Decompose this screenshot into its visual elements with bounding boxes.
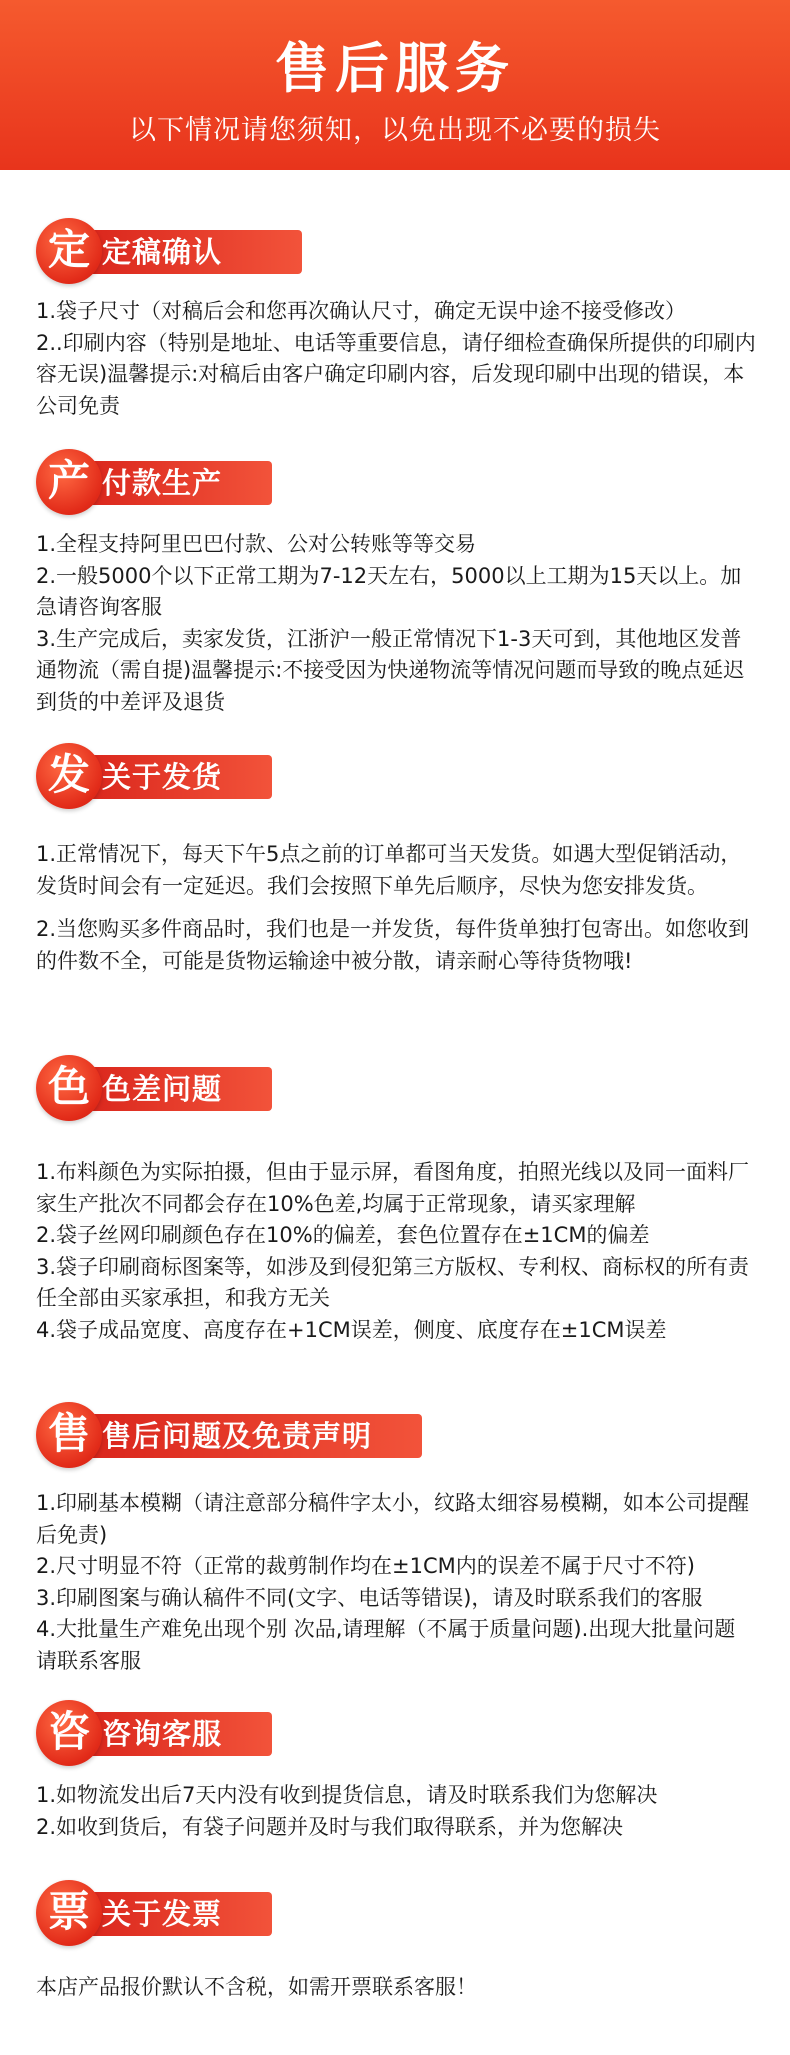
list-item: 1.印刷基本模糊（请注意部分稿件字太小，纹路太细容易模糊，如本公司提醒后免责)	[36, 1491, 750, 1547]
badge-character: 产	[36, 449, 102, 515]
section-label: 定稿确认	[102, 235, 223, 269]
section-body	[36, 296, 756, 422]
list-item: 4.大批量生产难免出现个别 次品,请理解（不属于质量问题).出现大批量问题请联系客服	[36, 1617, 736, 1673]
list-item: 2.尺寸明显不符（正常的裁剪制作均在±1CM内的误差不属于尺寸不符)	[36, 1554, 695, 1578]
section-label-bar	[76, 461, 272, 505]
section-label: 关于发货	[102, 760, 223, 794]
section-body	[36, 1157, 756, 1346]
list-item: 1.如物流发出后7天内没有收到提货信息，请及时联系我们为您解决	[36, 1783, 658, 1807]
badge-character: 色	[36, 1055, 102, 1121]
section-label-bar	[76, 1067, 272, 1111]
list-item: 1.布料颜色为实际拍摄，但由于显示屏，看图角度，拍照光线以及同一面料厂家生产批次不同都会存在10%色差,均属于正常现象，请买家理解	[36, 1160, 750, 1216]
section-label-bar	[76, 755, 272, 799]
section-label-bar	[76, 1712, 272, 1756]
section-label: 色差问题	[102, 1072, 223, 1106]
section-body	[36, 839, 756, 977]
page-title: 售后服务	[275, 37, 515, 100]
list-item: 2.当您购买多件商品时，我们也是一并发货，每件货单独打包寄出。如您收到的件数不全，可能是货物运输途中被分散，请亲耐心等待货物哦!	[36, 917, 750, 973]
badge-character: 票	[36, 1880, 102, 1946]
list-item: 2.如收到货后，有袋子问题并及时与我们取得联系，并为您解决	[36, 1814, 624, 1839]
section-body	[36, 1780, 756, 1843]
section-label: 关于发票	[102, 1897, 223, 1931]
list-item: 4.袋子成品宽度、高度存在+1CM误差，侧度、底度存在±1CM误差	[36, 1317, 667, 1342]
list-item: 3.印刷图案与确认稿件不同(文字、电话等错误)，请及时联系我们的客服	[36, 1585, 703, 1610]
badge-character: 售	[36, 1402, 102, 1468]
section-body	[36, 1488, 756, 1677]
section-body	[36, 1972, 756, 2004]
list-item: 1.袋子尺寸（对稿后会和您再次确认尺寸，确定无误中途不接受修改）	[36, 299, 687, 323]
list-item: 1.正常情况下，每天下午5点之前的订单都可当天发货。如遇大型促销活动，发货时间会有一定延迟。我们会按照下单先后顺序，尽快为您安排发货。	[36, 842, 742, 898]
list-item: 3.生产完成后，卖家发货，江浙沪一般正常情况下1-3天可到，其他地区发普通物流（需自提)温馨提示:不接受因为快递物流等情况问题而导致的晚点延迟到货的中差评及退货	[36, 626, 745, 714]
section-label: 售后问题及免责声明	[102, 1419, 373, 1453]
list-item: 3.袋子印刷商标图案等，如涉及到侵犯第三方版权、专利权、商标权的所有责任全部由买家承担，和我方无关	[36, 1254, 750, 1310]
section-label-bar	[76, 1892, 272, 1936]
section-label-bar	[76, 1414, 422, 1458]
list-item: 1.全程支持阿里巴巴付款、公对公转账等等交易	[36, 532, 477, 556]
list-item: 2.袋子丝网印刷颜色存在10%的偏差，套色位置存在±1CM的偏差	[36, 1223, 650, 1247]
page-header	[0, 0, 790, 170]
section-body	[36, 529, 756, 718]
section-label-bar	[76, 230, 302, 274]
section-label: 付款生产	[102, 466, 223, 500]
page-subtitle: 以下情况请您须知，以免出现不必要的损失	[129, 115, 661, 146]
section-label: 咨询客服	[102, 1717, 223, 1751]
list-item: 2.一般5000个以下正常工期为7-12天左右，5000以上工期为15天以上。加急请咨询客服	[36, 563, 742, 619]
badge-character: 定	[36, 218, 102, 284]
badge-character: 咨	[36, 1700, 102, 1766]
badge-character: 发	[36, 743, 102, 809]
list-item: 本店产品报价默认不含税，如需开票联系客服！	[36, 1975, 477, 1999]
list-item: 2..印刷内容（特别是地址、电话等重要信息，请仔细检查确保所提供的印刷内容无误)温馨提示:对稿后由客户确定印刷内容，后发现印刷中出现的错误，本公司免责	[36, 330, 756, 418]
